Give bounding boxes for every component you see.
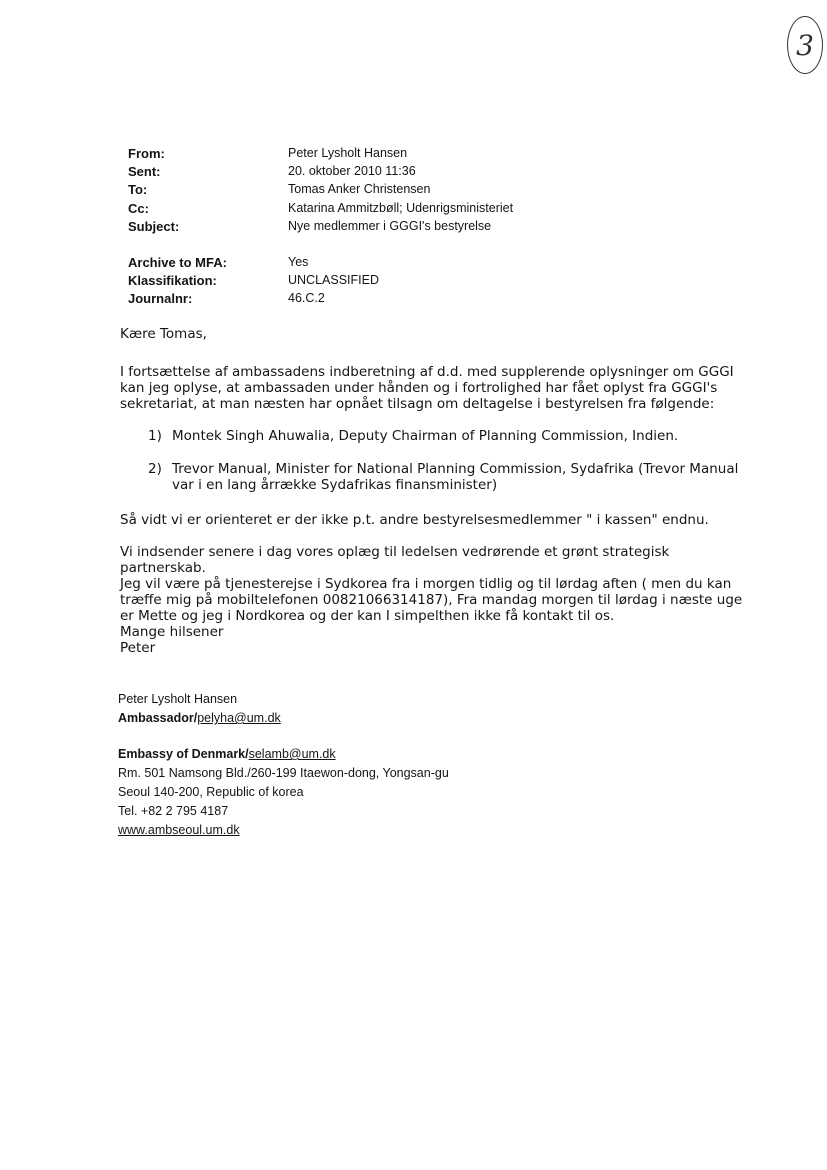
paragraph-closing: [120, 544, 760, 656]
paragraph-line: Mange hilsener: [120, 624, 224, 640]
sent-value: 20. oktober 2010 11:36: [288, 164, 416, 178]
signature-block: [118, 690, 281, 728]
paragraph-line: sekretariat, at man næsten har opnået tilsagn om deltagelse i bestyrelsen fra følgende:: [120, 396, 715, 412]
embassy-phone: Tel. +82 2 795 4187: [118, 804, 229, 818]
to-label: To:: [128, 182, 148, 197]
paragraph-board: Så vidt vi er orienteret er der ikke p.t. andre bestyrelsesmedlemmer " i kassen" endnu.: [120, 512, 709, 528]
klassifikation-value: UNCLASSIFIED: [288, 273, 379, 287]
journalnr-value: 46.C.2: [288, 291, 325, 305]
list-number: 2): [148, 461, 162, 477]
to-value: Tomas Anker Christensen: [288, 182, 431, 196]
subject-label: Subject:: [128, 219, 180, 234]
journalnr-label: Journalnr:: [128, 291, 193, 306]
greeting: Kære Tomas,: [120, 326, 207, 342]
email-link-personal[interactable]: pelyha@um.dk: [197, 711, 281, 725]
paragraph-line: I fortsættelse af ambassadens indberetning af d.d. med supplerende oplysninger om GGGI: [120, 364, 734, 380]
signature-name: Peter Lysholt Hansen: [118, 692, 238, 706]
list-item: [172, 428, 678, 444]
paragraph-line: er Mette og jeg i Nordkorea og der kan I simpelthen ikke få kontakt til os.: [120, 608, 615, 624]
embassy-website-link[interactable]: www.ambseoul.um.dk: [118, 823, 240, 837]
paragraph-line: Peter: [120, 640, 156, 656]
sent-label: Sent:: [128, 164, 161, 179]
cc-value: Katarina Ammitzbøll; Udenrigsministeriet: [288, 201, 514, 215]
from-label: From:: [128, 146, 165, 161]
archive-value: Yes: [288, 255, 309, 269]
archive-label: Archive to MFA:: [128, 255, 227, 270]
embassy-block: [118, 745, 449, 840]
list-number: 1): [148, 428, 162, 444]
list-item-line: Montek Singh Ahuwalia, Deputy Chairman of Planning Commission, Indien.: [172, 428, 679, 444]
list-item-line: var i en lang årrække Sydafrikas finansminister): [172, 477, 498, 493]
signature-title: Ambassador/pelyha@um.dk: [118, 711, 281, 725]
embassy-line: Embassy of Denmark/selamb@um.dk: [118, 747, 336, 761]
klassifikation-label: Klassifikation:: [128, 273, 217, 288]
embassy-city: Seoul 140-200, Republic of korea: [118, 785, 304, 799]
paragraph-line: kan jeg oplyse, at ambassaden under hånden og i fortrolighed har fået oplyst fra GGGI's: [120, 380, 718, 396]
list-item: [172, 461, 738, 493]
from-value: Peter Lysholt Hansen: [288, 146, 408, 160]
list-item-line: Trevor Manual, Minister for National Planning Commission, Sydafrika (Trevor Manual: [172, 461, 739, 477]
paragraph-line: partnerskab.: [120, 560, 206, 576]
paragraph-intro: [120, 364, 760, 412]
subject-value: Nye medlemmer i GGGI's bestyrelse: [288, 219, 492, 233]
paragraph-line: Jeg vil være på tjenesterejse i Sydkorea fra i morgen tidlig og til lørdag aften ( men du kan: [120, 576, 732, 592]
email-link-embassy[interactable]: selamb@um.dk: [248, 747, 336, 761]
paragraph-line: træffe mig på mobiltelefonen 00821066314187), Fra mandag morgen til lørdag i næste uge: [120, 592, 743, 608]
cc-label: Cc:: [128, 201, 149, 216]
paragraph-line: Vi indsender senere i dag vores oplæg til ledelsen vedrørende et grønt strategisk: [120, 544, 670, 560]
handwritten-page-number: 3: [787, 16, 823, 74]
embassy-address: Rm. 501 Namsong Bld./260-199 Itaewon-dong, Yongsan-gu: [118, 766, 449, 780]
